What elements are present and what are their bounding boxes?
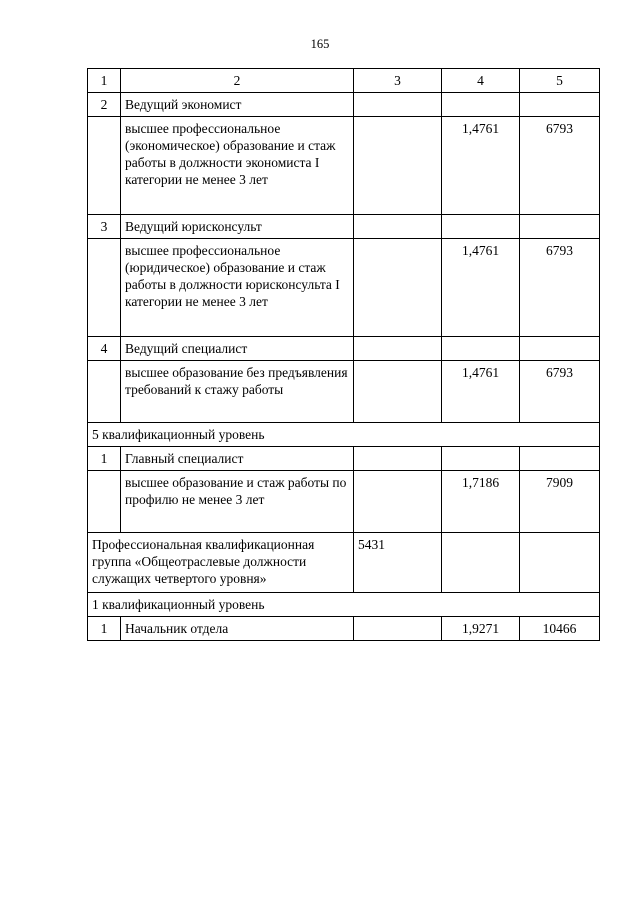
empty-cell: [354, 471, 442, 533]
qualification-level-row: [88, 593, 600, 617]
salary-value: 7909: [520, 471, 600, 533]
header-cell-2: 2: [121, 69, 354, 93]
empty-cell: [442, 533, 520, 593]
table-row: [88, 447, 600, 471]
position-title: Ведущий юрисконсульт: [121, 215, 354, 239]
table-row: [88, 337, 600, 361]
empty-cell: [88, 239, 121, 337]
empty-cell: [88, 117, 121, 215]
empty-cell: [442, 215, 520, 239]
empty-cell: [354, 447, 442, 471]
position-title: Начальник отдела: [121, 617, 354, 641]
page-number: 165: [310, 37, 330, 51]
row-number: 2: [88, 93, 121, 117]
requirements-text: высшее образование и стаж работы по профилю не менее 3 лет: [121, 471, 354, 533]
table-row: [88, 215, 600, 239]
qualification-group-title: Профессиональная квалификационная группа «Общеотраслевые должности служащих четвертого уровня»: [88, 533, 354, 593]
empty-cell: [354, 215, 442, 239]
empty-cell: [520, 93, 600, 117]
row-number: 1: [88, 617, 121, 641]
requirements-text: высшее образование без предъявления требований к стажу работы: [121, 361, 354, 423]
empty-cell: [520, 215, 600, 239]
table-row: [88, 471, 600, 533]
row-number: 3: [88, 215, 121, 239]
salary-table: [87, 68, 600, 641]
empty-cell: [354, 93, 442, 117]
header-cell-5: 5: [520, 69, 600, 93]
header-cell-3: 3: [354, 69, 442, 93]
requirements-text: высшее профессиональное (юридическое) образование и стаж работы в должности юрисконсульта I категории не менее 3 лет: [121, 239, 354, 337]
table-row: [88, 617, 600, 641]
base-salary-value: 5431: [354, 533, 442, 593]
empty-cell: [442, 447, 520, 471]
row-number: 4: [88, 337, 121, 361]
table-row: [88, 239, 600, 337]
position-title: Ведущий специалист: [121, 337, 354, 361]
empty-cell: [520, 447, 600, 471]
coefficient-value: 1,4761: [442, 117, 520, 215]
empty-cell: [354, 617, 442, 641]
coefficient-value: 1,4761: [442, 361, 520, 423]
requirements-text: высшее профессиональное (экономическое) образование и стаж работы в должности экономиста I категории не менее 3 лет: [121, 117, 354, 215]
coefficient-value: 1,7186: [442, 471, 520, 533]
position-title: Главный специалист: [121, 447, 354, 471]
empty-cell: [520, 533, 600, 593]
qualification-level-row: [88, 423, 600, 447]
qualification-level-label: 1 квалификационный уровень: [88, 593, 600, 617]
empty-cell: [88, 361, 121, 423]
empty-cell: [442, 93, 520, 117]
qualification-group-row: [88, 533, 600, 593]
empty-cell: [88, 471, 121, 533]
qualification-level-label: 5 квалификационный уровень: [88, 423, 600, 447]
salary-value: 10466: [520, 617, 600, 641]
coefficient-value: 1,9271: [442, 617, 520, 641]
empty-cell: [354, 337, 442, 361]
empty-cell: [442, 337, 520, 361]
table-row: [88, 93, 600, 117]
coefficient-value: 1,4761: [442, 239, 520, 337]
empty-cell: [354, 239, 442, 337]
table-header-row: [88, 69, 600, 93]
empty-cell: [520, 337, 600, 361]
table-row: [88, 117, 600, 215]
row-number: 1: [88, 447, 121, 471]
header-cell-1: 1: [88, 69, 121, 93]
header-cell-4: 4: [442, 69, 520, 93]
empty-cell: [354, 361, 442, 423]
position-title: Ведущий экономист: [121, 93, 354, 117]
salary-value: 6793: [520, 117, 600, 215]
empty-cell: [354, 117, 442, 215]
table-row: [88, 361, 600, 423]
salary-value: 6793: [520, 361, 600, 423]
salary-value: 6793: [520, 239, 600, 337]
